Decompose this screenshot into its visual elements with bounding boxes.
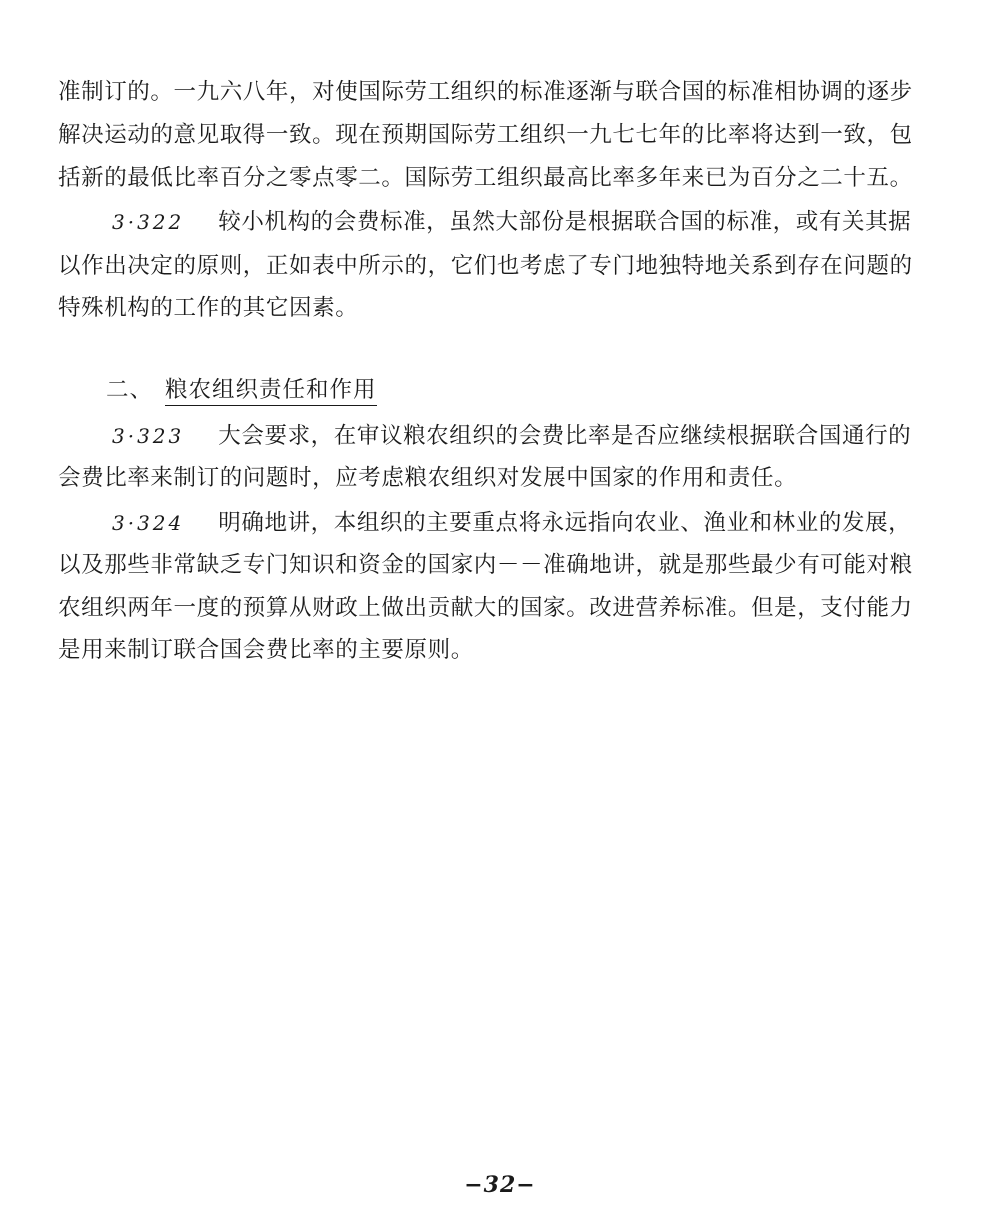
paragraph-number: 3·324 — [112, 511, 185, 535]
paragraph-line: 是用来制订联合国会费比率的主要原则。 — [58, 637, 474, 663]
paragraph-line — [112, 505, 1000, 541]
paragraph-line: 农组织两年一度的预算从财政上做出贡献大的国家。改进营养标准。但是，支付能力 — [58, 595, 913, 621]
paragraph-line — [112, 204, 1000, 240]
page-number: −32− — [464, 1172, 536, 1198]
section-number: 二、 — [106, 377, 154, 403]
section-title: 粮农组织责任和作用 — [165, 377, 377, 406]
paragraph-line: 会费比率来制订的问题时，应考虑粮农组织对发展中国家的作用和责任。 — [58, 465, 798, 491]
paragraph-number: 3·323 — [112, 424, 185, 448]
paragraph-line: 括新的最低比率百分之零点零二。国际劳工组织最高比率多年来已为百分之二十五。 — [58, 165, 913, 191]
paragraph-line: 解决运动的意见取得一致。现在预期国际劳工组织一九七七年的比率将达到一致，包 — [58, 122, 913, 148]
section-heading — [106, 372, 377, 408]
paragraph-line — [112, 418, 1000, 454]
paragraph-line: 特殊机构的工作的其它因素。 — [58, 295, 359, 321]
paragraph-line: 以及那些非常缺乏专门知识和资金的国家内－－准确地讲，就是那些最少有可能对粮 — [58, 552, 913, 578]
paragraph-text: 大会要求，在审议粮农组织的会费比率是否应继续根据联合国通行的 — [218, 423, 912, 449]
paragraph-line: 以作出决定的原则，正如表中所示的，它们也考虑了专门地独特地关系到存在问题的 — [58, 253, 913, 279]
paragraph-line: 准制订的。一九六八年，对使国际劳工组织的标准逐渐与联合国的标准相协调的逐步 — [58, 79, 913, 105]
paragraph-text: 明确地讲，本组织的主要重点将永远指向农业、渔业和林业的发展， — [218, 510, 912, 536]
paragraph-number: 3·322 — [112, 210, 185, 234]
paragraph-text: 较小机构的会费标准，虽然大部份是根据联合国的标准，或有关其据 — [218, 209, 912, 235]
